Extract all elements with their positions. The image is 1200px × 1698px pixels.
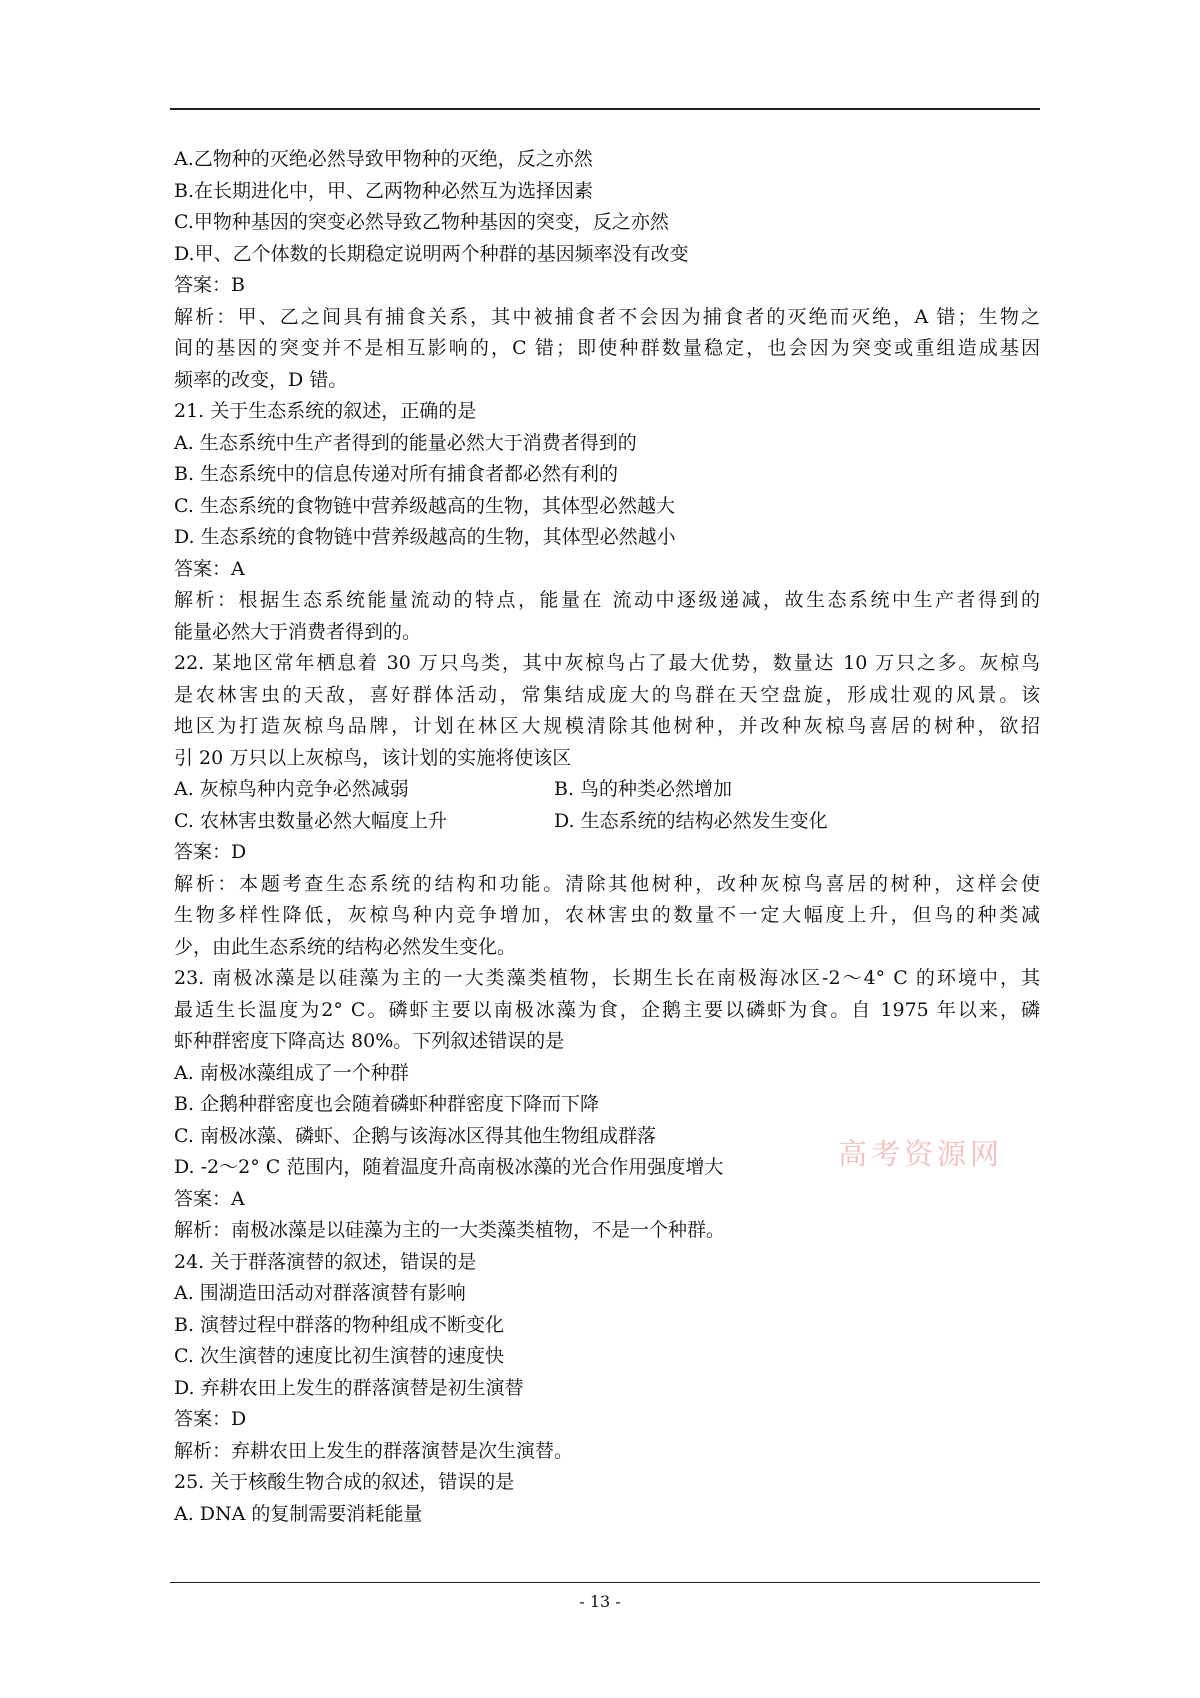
q23-option-a: A. 南极冰藻组成了一个种群 bbox=[174, 1061, 409, 1084]
q21-stem: 21. 关于生态系统的叙述，正确的是 bbox=[174, 400, 477, 422]
q22-option-a: A. 灰椋鸟种内竞争必然减弱 bbox=[174, 778, 409, 800]
q23-option-d: D. -2～2° C 范围内，随着温度升高南极冰藻的光合作用强度增大 bbox=[174, 1156, 724, 1178]
q24-option-d: D. 弃耕农田上发生的群落演替是初生演替 bbox=[174, 1376, 524, 1399]
q22-option-d: D. 生态系统的结构必然发生变化 bbox=[554, 809, 828, 832]
q20-option-a: A.乙物种的灭绝必然导致甲物种的灭绝，反之亦然 bbox=[174, 148, 593, 170]
q24-stem: 24. 关于群落演替的叙述，错误的是 bbox=[174, 1250, 477, 1273]
q24-option-a: A. 围湖造田活动对群落演替有影响 bbox=[174, 1282, 466, 1304]
watermark: 高考资源网 bbox=[838, 1137, 1004, 1171]
q22-explanation-line: 生物多样性降低，灰椋鸟种内竞争增加，农林害虫的数量不一定大幅度上升，但鸟的种类减 bbox=[174, 904, 1040, 926]
q20-option-b: B.在长期进化中，甲、乙两物种必然互为选择因素 bbox=[174, 179, 594, 202]
q22-options-row bbox=[174, 806, 1040, 838]
q20-option-d: D.甲、乙个体数的长期稳定说明两个种群的基因频率没有改变 bbox=[174, 242, 689, 265]
q23-option-b: B. 企鹅种群密度也会随着磷虾种群密度下降而下降 bbox=[174, 1093, 600, 1115]
q21-explanation-line: 能量必然大于消费者得到的。 bbox=[174, 620, 422, 643]
q20-answer: 答案：B bbox=[174, 274, 245, 296]
q22-stem-line: 引 20 万只以上灰椋鸟，该计划的实施将使该区 bbox=[174, 746, 572, 769]
q20-explanation-line: 解析：甲、乙之间具有捕食关系，其中被捕食者不会因为捕食者的灭绝而灭绝，A 错；生物之 bbox=[174, 305, 1040, 328]
q23-answer: 答案：A bbox=[174, 1187, 245, 1210]
q22-answer: 答案：D bbox=[174, 841, 247, 863]
page-number: - 13 - bbox=[579, 1592, 621, 1611]
q22-option-c: C. 农林害虫数量必然大幅度上升 bbox=[174, 809, 447, 832]
q23-option-c: C. 南极冰藻、磷虾、企鹅与该海冰区得其他生物组成群落 bbox=[174, 1124, 656, 1147]
q23-stem bbox=[174, 963, 1040, 1058]
header-rule bbox=[170, 108, 1040, 110]
q22-explanation bbox=[174, 869, 1040, 964]
q22-stem-line: 是农林害虫的天敌，喜好群体活动，常集结成庞大的鸟群在天空盘旋，形成壮观的风景。该 bbox=[174, 683, 1040, 706]
q24-answer: 答案：D bbox=[174, 1408, 247, 1430]
q21-explanation-line: 解析：根据生态系统能量流动的特点，能量在 流动中逐级递减，故生态系统中生产者得到的 bbox=[174, 589, 1040, 611]
q23-explanation: 解析：南极冰藻是以硅藻为主的一大类藻类植物，不是一个种群。 bbox=[174, 1219, 726, 1241]
q24-option-b: B. 演替过程中群落的物种组成不断变化 bbox=[174, 1313, 505, 1336]
q22-explanation-line: 解析：本题考查生态系统的结构和功能。清除其他树种，改种灰椋鸟喜居的树种，这样会使 bbox=[174, 872, 1040, 895]
q20-explanation-line: 间的基因的突变并不是相互影响的，C 错；即使种群数量稳定，也会因为突变或重组造成基因 bbox=[174, 337, 1040, 359]
q22-stem-line: 22. 某地区常年栖息着 30 万只鸟类，其中灰椋鸟占了最大优势，数量达 10 万只之多。灰椋鸟 bbox=[174, 652, 1040, 674]
document-body bbox=[174, 144, 1040, 1530]
q23-stem-line: 虾种群密度下降高达 80%。下列叙述错误的是 bbox=[174, 1030, 565, 1052]
q20-explanation bbox=[174, 302, 1040, 397]
q25-option-a: A. DNA 的复制需要消耗能量 bbox=[174, 1502, 423, 1525]
q21-option-c: C. 生态系统的食物链中营养级越高的生物，其体型必然越大 bbox=[174, 494, 675, 517]
q22-explanation-line: 少，由此生态系统的结构必然发生变化。 bbox=[174, 935, 517, 958]
q23-stem-line: 23. 南极冰藻是以硅藻为主的一大类藻类植物，长期生长在南极海冰区-2～4° C 的环境中，其 bbox=[174, 967, 1040, 989]
q21-option-b: B. 生态系统中的信息传递对所有捕食者都必然有利的 bbox=[174, 463, 619, 485]
q21-option-d: D. 生态系统的食物链中营养级越高的生物，其体型必然越小 bbox=[174, 526, 676, 548]
q22-stem-line: 地区为打造灰椋鸟品牌，计划在林区大规模清除其他树种，并改种灰椋鸟喜居的树种，欲招 bbox=[174, 715, 1040, 737]
q20-option-c: C.甲物种基因的突变必然导致乙物种基因的突变，反之亦然 bbox=[174, 211, 669, 233]
q22-options-row bbox=[174, 774, 1040, 806]
q21-option-a: A. 生态系统中生产者得到的能量必然大于消费者得到的 bbox=[174, 431, 637, 454]
footer-rule bbox=[170, 1582, 1040, 1583]
q22-option-b: B. 鸟的种类必然增加 bbox=[554, 778, 733, 800]
q21-explanation bbox=[174, 585, 1040, 648]
q24-explanation: 解析：弃耕农田上发生的群落演替是次生演替。 bbox=[174, 1439, 574, 1462]
q22-stem bbox=[174, 648, 1040, 774]
q21-answer: 答案：A bbox=[174, 557, 245, 580]
q23-stem-line: 最适生长温度为2° C。磷虾主要以南极冰藻为食，企鹅主要以磷虾为食。自 1975 年以来，磷 bbox=[174, 998, 1040, 1021]
q24-option-c: C. 次生演替的速度比初生演替的速度快 bbox=[174, 1345, 504, 1367]
q25-stem: 25. 关于核酸生物合成的叙述，错误的是 bbox=[174, 1471, 515, 1493]
q20-explanation-line: 频率的改变，D 错。 bbox=[174, 368, 348, 391]
